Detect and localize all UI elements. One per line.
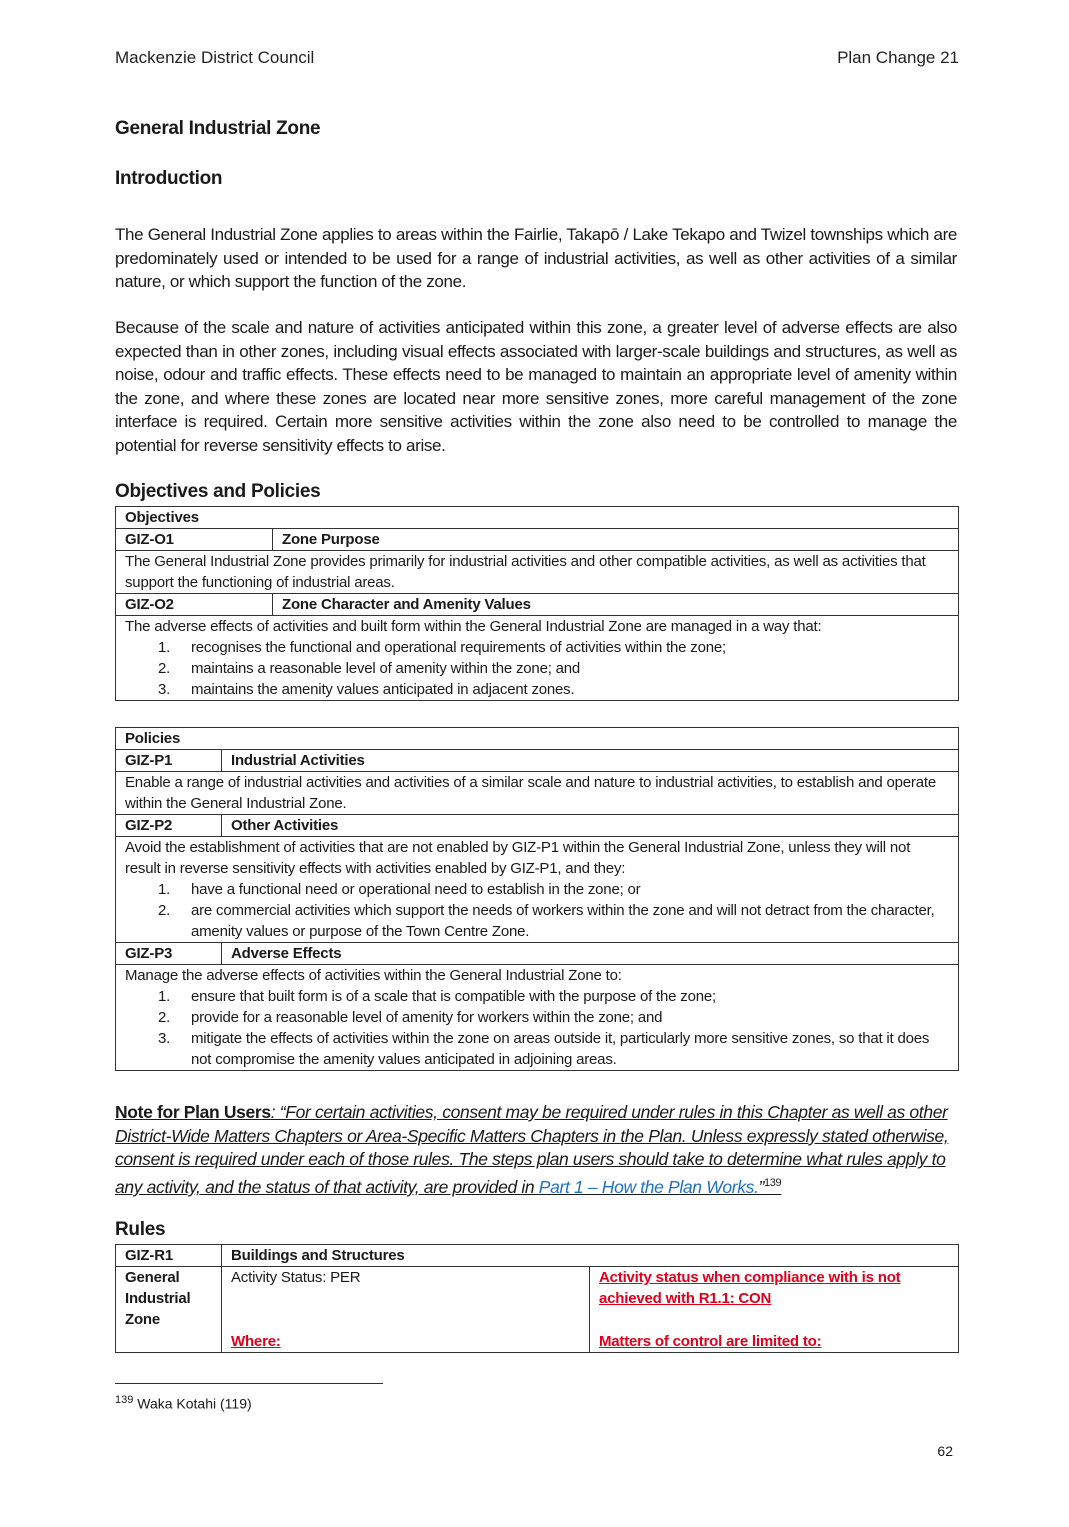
how-the-plan-works-link[interactable]: Part 1 – How the Plan Works.	[538, 1176, 759, 1197]
objective-title: Zone Character and Amenity Values	[273, 594, 959, 616]
objectives-table	[115, 506, 959, 701]
intro-paragraph-2: Because of the scale and nature of activities anticipated within this zone, a greater level of adverse effects are also expected than in other zones, including visual effects associated with larger-scale buildings and structures, as well as noise, odour and traffic effects. These effects need to be managed to maintain an appropriate level of amenity within the zone, and where these zones are located near more sensitive zones, more careful management of the zone interface is required. Certain more sensitive activities within the zone also need to be controlled to manage the potential for reverse sensitivity effects to arise.	[115, 318, 957, 455]
list-item: 1. have a functional need or operational need to establish in the zone; or	[158, 881, 641, 898]
policy-title: Industrial Activities	[222, 750, 959, 772]
page-number: 62	[937, 1443, 953, 1459]
objective-body	[116, 616, 959, 701]
objectives-policies-heading: Objectives and Policies	[115, 481, 321, 502]
intro-heading: Introduction	[115, 168, 223, 189]
where-label: Where:	[231, 1333, 281, 1350]
objective-list	[125, 637, 949, 700]
rule-noncompliance-cell	[590, 1267, 959, 1353]
list-item: 2. maintains a reasonable level of amenity within the zone; and	[158, 660, 581, 677]
list-item: 2. provide for a reasonable level of amenity for workers within the zone; and	[158, 1009, 663, 1026]
rule-status-cell	[222, 1267, 590, 1353]
intro-paragraph-1: The General Industrial Zone applies to areas within the Fairlie, Takapō / Lake Tekapo and Twizel townships which are predominately used or intended to be used for a range of industrial activities, as well as other activities of a similar nature, or which support the function of the zone.	[115, 225, 957, 291]
policy-title: Adverse Effects	[222, 943, 959, 965]
objective-text: The adverse effects of activities and built form within the General Industrial Zone are managed in a way that:	[125, 618, 822, 635]
noncompliance-status: Activity status when compliance with is not achieved with R1.1: CON	[599, 1269, 901, 1307]
note-label: Note for Plan Users	[115, 1102, 271, 1122]
policy-text: Avoid the establishment of activities that are not enabled by GIZ-P1 within the General Industrial Zone, unless they will not result in reverse sensitivity effects with activities enabled by GIZ-P1, and they:	[125, 839, 911, 877]
objective-code: GIZ-O2	[116, 594, 273, 616]
rule-zone: General Industrial Zone	[116, 1267, 222, 1353]
zone-title: General Industrial Zone	[115, 118, 321, 139]
rule-title: Buildings and Structures	[222, 1245, 959, 1267]
policy-code: GIZ-P1	[116, 750, 222, 772]
footnote-divider	[115, 1383, 383, 1384]
list-item: 2. are commercial activities which support the needs of workers within the zone and will not detract from the character, amenity values or purpose of the Town Centre Zone.	[158, 902, 935, 940]
objectives-heading: Objectives	[116, 507, 959, 529]
list-item: 1. recognises the functional and operational requirements of activities within the zone;	[158, 639, 726, 656]
policy-code: GIZ-P2	[116, 815, 222, 837]
rule-code: GIZ-R1	[116, 1245, 222, 1267]
list-item: 1. ensure that built form is of a scale that is compatible with the purpose of the zone;	[158, 988, 716, 1005]
header-council: Mackenzie District Council	[115, 48, 315, 67]
list-item: 3. mitigate the effects of activities within the zone on areas outside it, particularly more sensitive zones, so that it does not compromise the amenity values anticipated in adjoining areas.	[158, 1030, 930, 1068]
rules-heading: Rules	[115, 1219, 166, 1240]
note-for-plan-users: Note for Plan Users: “For certain activities, consent may be required under rules in this Chapter as well as other District-Wide Matters Chapters or Area-Specific Matters Chapters in the Plan. Unless expressly stated otherwise, consent is required under each of those rules. The steps plan users should take to determine what rules apply to any activity, and the status of that activity, are provided in Part 1 – How the Plan Works.”$^{139}$	[115, 1102, 949, 1197]
policy-list	[125, 986, 949, 1070]
list-item: 3. maintains the amenity values anticipated in adjacent zones.	[158, 681, 575, 698]
objective-text: The General Industrial Zone provides primarily for industrial activities and other compatible activities, as well as activities that support the functioning of industrial areas.	[116, 551, 959, 594]
footnote: $^{139}$ Waka Kotahi (119)	[115, 1394, 252, 1412]
policies-heading: Policies	[116, 728, 959, 750]
policy-title: Other Activities	[222, 815, 959, 837]
header-plan-change: Plan Change 21	[837, 48, 959, 67]
policy-list	[125, 879, 949, 942]
objective-title: Zone Purpose	[273, 529, 959, 551]
activity-status: Activity Status: PER	[231, 1269, 361, 1286]
policy-text: Enable a range of industrial activities and activities of a similar scale and nature to industrial activities, to establish and operate within the General Industrial Zone.	[116, 772, 959, 815]
policy-code: GIZ-P3	[116, 943, 222, 965]
policy-body	[116, 965, 959, 1071]
note-text: : “For certain activities, consent may be required under rules in this Chapter as well as other District-Wide Matters Chapters or Area-Specific Matters Chapters in the Plan. Unless expressly stated otherwise, consent is required under each of those rules. The steps plan users should take to determine what rules apply to any activity, and the status of that activity, are provided in	[115, 1102, 949, 1197]
policy-body	[116, 837, 959, 943]
policies-table	[115, 727, 959, 1071]
footnote-ref[interactable]: 139	[764, 1177, 782, 1190]
objective-code: GIZ-O1	[116, 529, 273, 551]
policy-text: Manage the adverse effects of activities within the General Industrial Zone to:	[125, 967, 622, 984]
rules-table	[115, 1244, 959, 1353]
matters-of-control: Matters of control are limited to:	[599, 1333, 822, 1350]
